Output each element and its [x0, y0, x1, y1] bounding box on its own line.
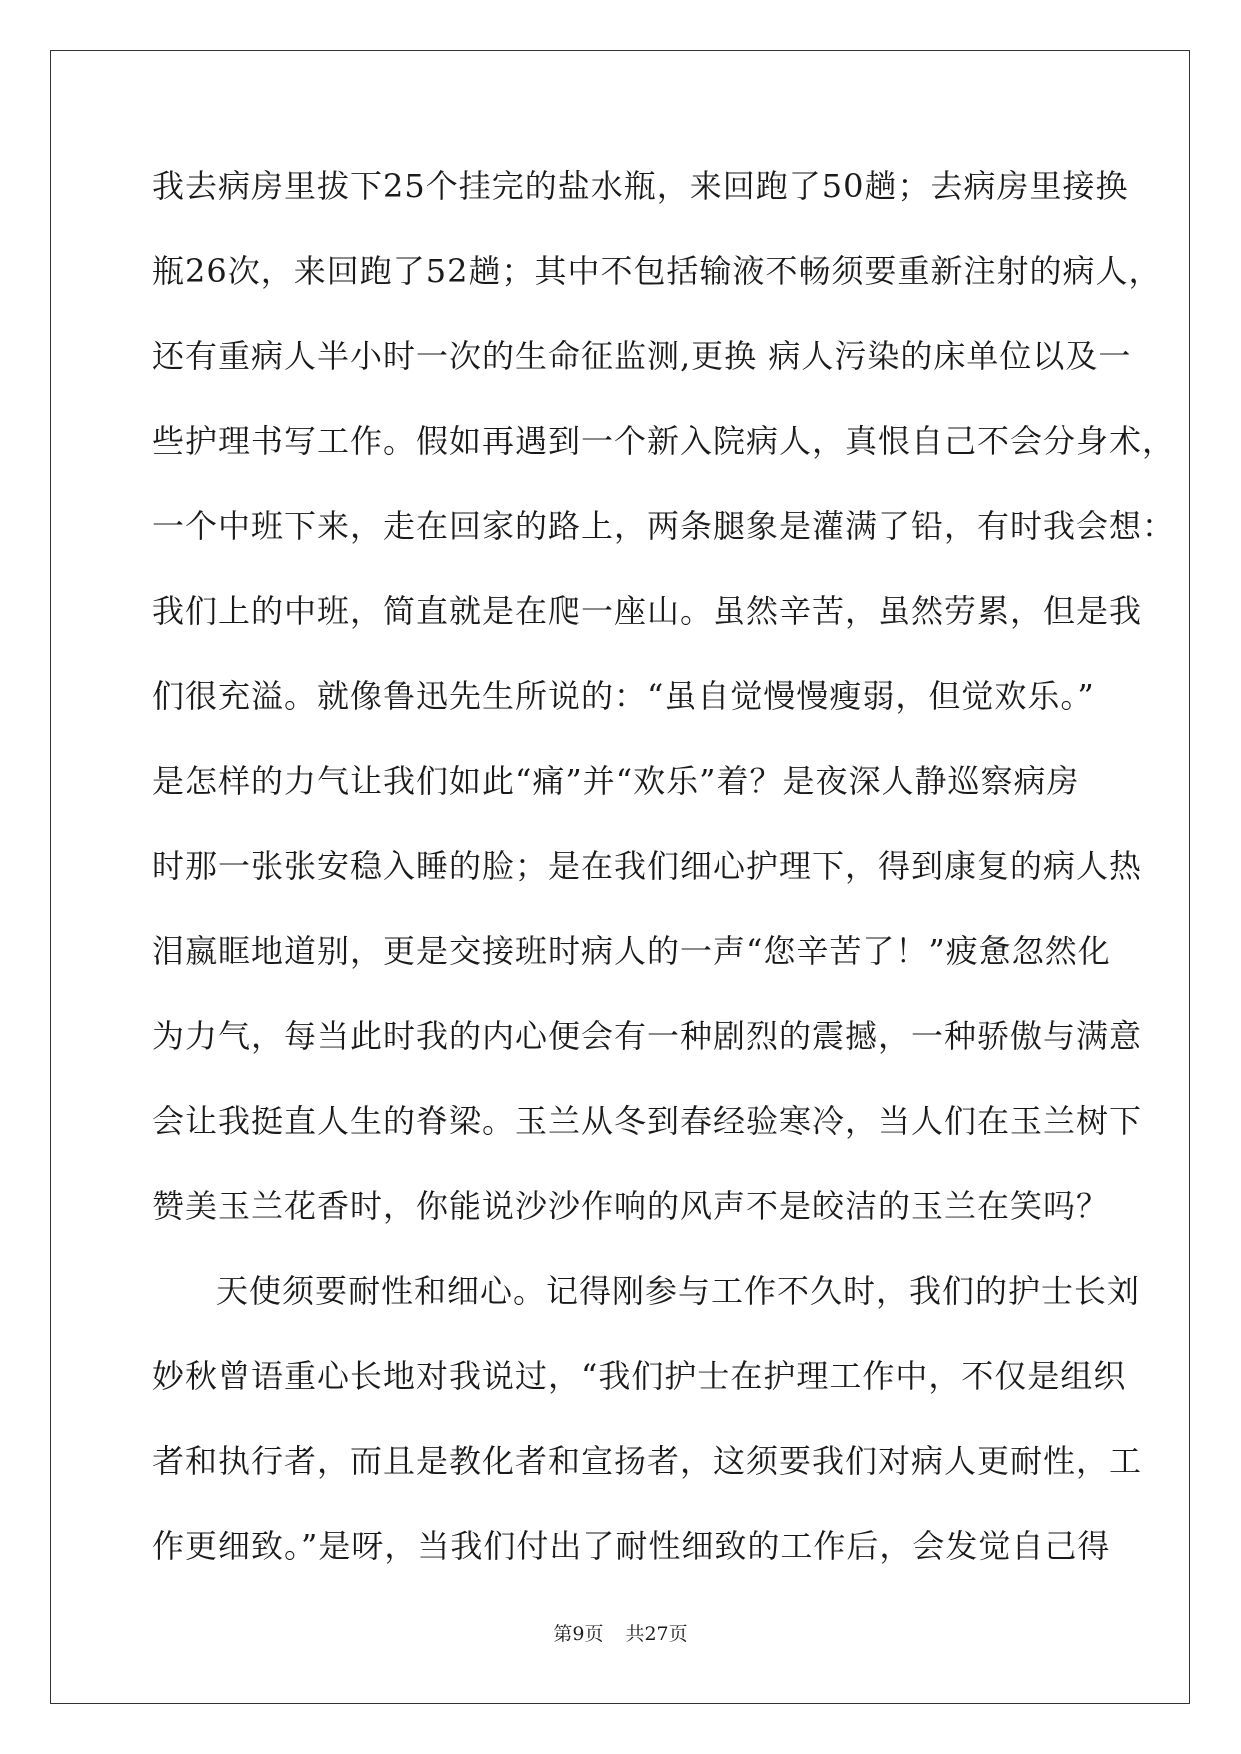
- page-footer: [0, 1622, 1241, 1646]
- text-line: 泪嬴眶地道别，更是交接班时病人的一声“您辛苦了！”疲惫忽然化: [152, 932, 1111, 970]
- text-line: 妙秋曾语重心长地对我说过，“我们护士在护理工作中，不仅是组织: [152, 1357, 1127, 1395]
- text-line: 时那一张张安稳入睡的脸；是在我们细心护理下，得到康复的病人热: [152, 847, 1143, 885]
- page-total: 共27页: [625, 1623, 688, 1645]
- text-line: 瓶26次，来回跑了52趟；其中不包括输液不畅须要重新注射的病人，: [152, 252, 1162, 290]
- text-line: 赞美玉兰花香时，你能说沙沙作响的风声不是皎洁的玉兰在笑吗？: [152, 1187, 1110, 1225]
- text-line: 些护理书写工作。假如再遇到一个新入院病人，真恨自己不会分身术，: [152, 422, 1176, 460]
- text-line: 还有重病人半小时一次的生命征监测,更换 病人污染的床单位以及一: [152, 337, 1132, 375]
- text-line: 作更细致。”是呀，当我们付出了耐性细致的工作后，会发觉自己得: [152, 1527, 1111, 1565]
- page-number: 第9页: [553, 1623, 604, 1645]
- text-line: 一个中班下来，走在回家的路上，两条腿象是灌满了铅，有时我会想：: [152, 507, 1176, 545]
- text-line: 为力气，每当此时我的内心便会有一种剧烈的震撼，一种骄傲与满意: [152, 1017, 1143, 1055]
- paragraph-first-line: 天使须要耐性和细心。记得刚参与工作不久时，我们的护士长刘: [216, 1272, 1141, 1310]
- text-line: 会让我挺直人生的脊梁。玉兰从冬到春经验寒冷，当人们在玉兰树下: [152, 1102, 1143, 1140]
- body-text: [152, 160, 1176, 1605]
- text-line: 们很充溢。就像鲁迅先生所说的：“虽自觉慢慢瘦弱，但觉欢乐。”: [152, 677, 1095, 715]
- text-line: 者和执行者，而且是教化者和宣扬者，这须要我们对病人更耐性，工: [152, 1442, 1143, 1480]
- text-line: 是怎样的力气让我们如此“痛”并“欢乐”着？是夜深人静巡察病房: [152, 762, 1080, 800]
- text-line: 我去病房里拔下25个挂完的盐水瓶，来回跑了50趟；去病房里接换: [152, 167, 1129, 205]
- text-line: 我们上的中班，简直就是在爬一座山。虽然辛苦，虽然劳累，但是我: [152, 592, 1143, 630]
